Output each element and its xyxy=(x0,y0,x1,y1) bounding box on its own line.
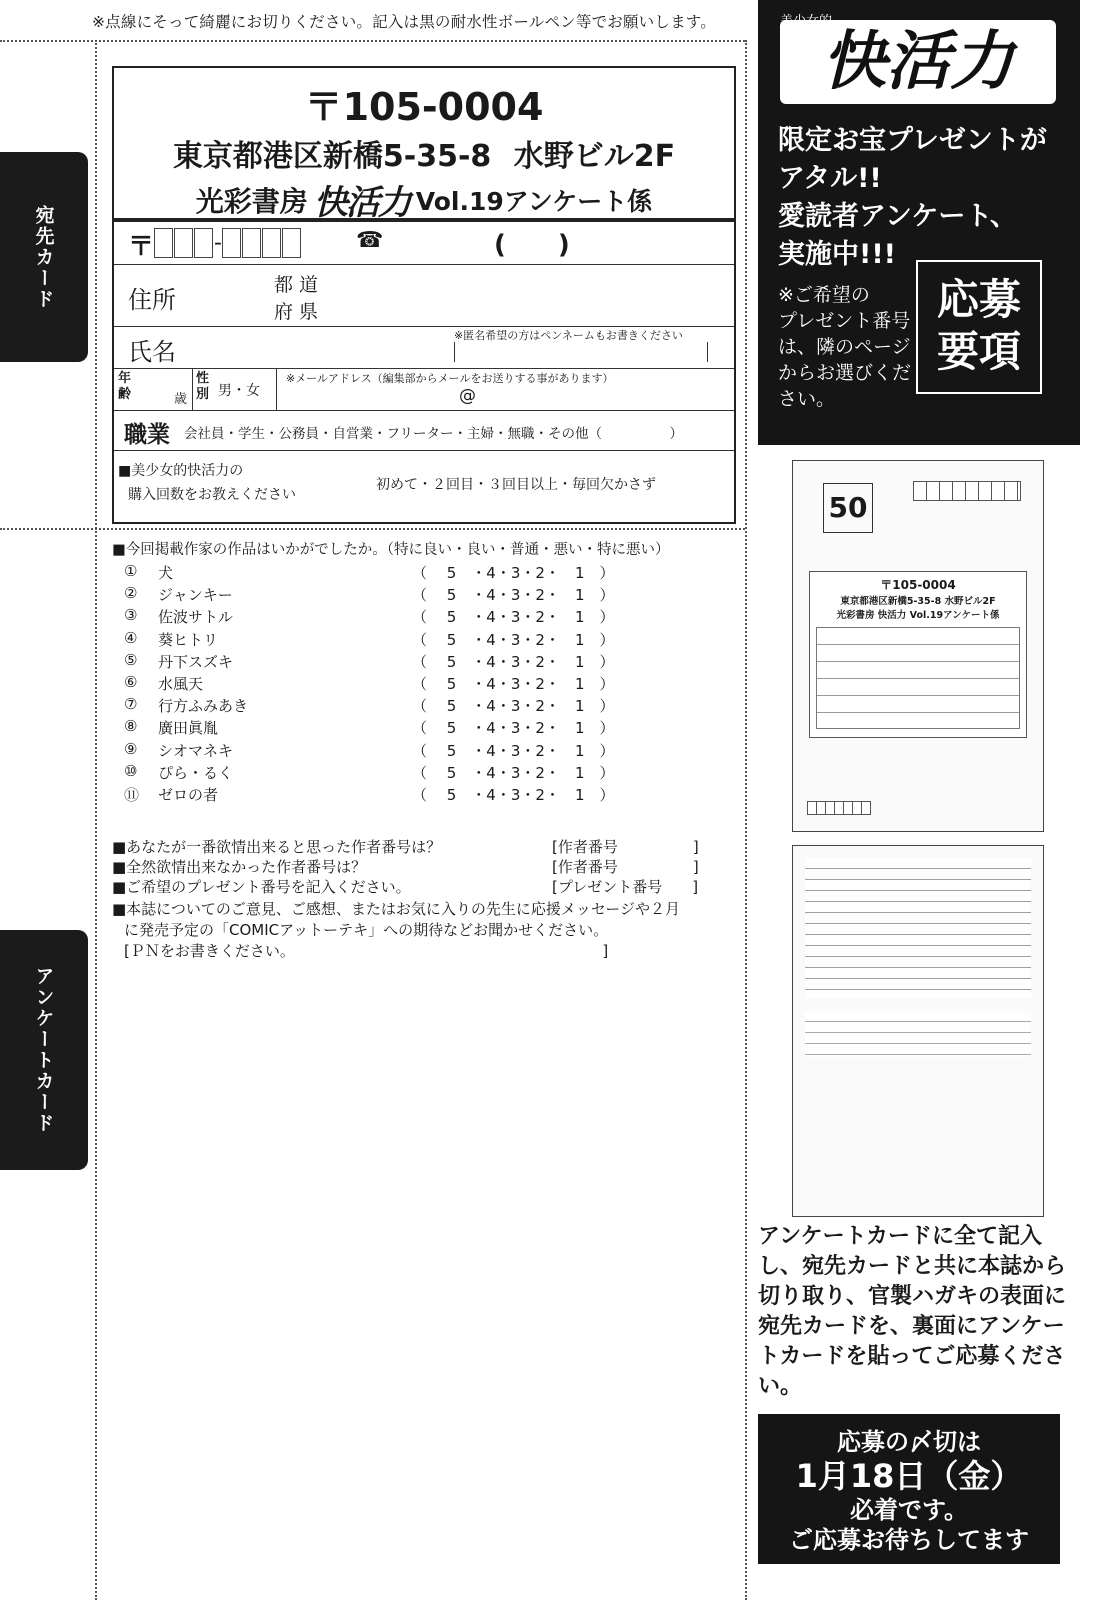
postcard-line-2: 光彩書房 快活力 Vol.19アンケート係 xyxy=(836,610,1000,621)
postcard-zip-boxes xyxy=(913,481,1021,501)
promo-line-4: 実施中!!! xyxy=(778,239,896,270)
prefecture-top: 都 道 xyxy=(274,274,319,296)
email-input[interactable]: @ xyxy=(459,386,476,406)
author-number: ④ xyxy=(124,628,138,647)
author-name: 犬 xyxy=(158,564,174,582)
tab-survey-card: アンケートカード xyxy=(0,930,88,1170)
rating-scale[interactable]: （ 5 ・4・3・2・ 1 ） xyxy=(412,652,615,671)
present-number-input[interactable]: [プレゼント番号 ] xyxy=(552,878,699,896)
author-number: ⑪ xyxy=(124,786,140,804)
author-rating-row xyxy=(112,606,732,628)
postcard-front-thumbnail xyxy=(792,460,1044,832)
author-name: 行方ふみあき xyxy=(158,697,249,716)
address-street: 東京都港区新橋5-35-8 xyxy=(172,139,492,174)
author-name: 佐波サトル xyxy=(158,608,234,627)
magazine-logo: 快活力 xyxy=(313,183,410,223)
postcard-back-thumbnail xyxy=(792,845,1044,1217)
address-label: 住所 xyxy=(128,286,176,314)
promo-line-2: アタル!! xyxy=(778,163,882,194)
author-number: ② xyxy=(124,584,138,603)
phone-icon: ☎ xyxy=(356,228,384,253)
question-comments-2: に発売予定の「COMICアットーテキ」への期待などお聞かせください。 xyxy=(124,921,609,939)
rating-scale[interactable]: （ 5 ・4・3・2・ 1 ） xyxy=(412,564,615,582)
author-rating-row xyxy=(112,673,732,695)
promo-note-1: ※ご希望の xyxy=(778,284,870,306)
author-name: シオマネキ xyxy=(158,741,234,760)
promo-panel xyxy=(758,0,1080,445)
least-author-input[interactable]: [作者番号 ] xyxy=(552,858,699,876)
question-present: ■ご希望のプレゼント番号を記入ください。 xyxy=(112,878,411,896)
sender-form xyxy=(112,220,736,524)
promo-note-2: プレゼント番号 xyxy=(778,310,911,332)
author-rating-row xyxy=(112,784,732,806)
comments-pen-name-input[interactable]: [ＰＮをお書きください。 ] xyxy=(124,942,609,960)
deadline-line-4: ご応募お待ちしてます xyxy=(789,1526,1029,1554)
mailing-address-box xyxy=(112,66,736,223)
sex-label: 性別 xyxy=(196,371,210,402)
address-row[interactable] xyxy=(114,264,734,327)
author-rating-row xyxy=(112,740,732,762)
address-publisher: 光彩書房 xyxy=(195,184,308,218)
postcard-small-zip-boxes xyxy=(807,801,871,815)
name-note: ※匿名希望の方はペンネームもお書きください xyxy=(454,329,683,342)
author-rating-row xyxy=(112,584,732,606)
entry-guidelines-line-1: 応募 xyxy=(936,275,1021,324)
author-name: 葵ヒトリ xyxy=(158,630,219,649)
address-zip: 〒105-0004 xyxy=(304,85,544,129)
cut-line-top xyxy=(0,40,745,42)
author-rating-row xyxy=(112,562,732,584)
author-name: ジャンキー xyxy=(158,586,233,605)
promo-line-3: 愛読者アンケート、 xyxy=(778,201,1017,232)
promo-note-5: さい。 xyxy=(778,388,836,410)
author-rating-row xyxy=(112,762,732,784)
age-sex-email-row xyxy=(114,368,734,411)
author-number: ⑩ xyxy=(124,761,138,780)
sex-options[interactable]: 男・女 xyxy=(218,383,260,399)
promo-logo: 快活力 xyxy=(780,20,1056,104)
author-number: ⑧ xyxy=(124,717,138,736)
prefecture-bottom: 府 県 xyxy=(274,301,319,323)
survey-heading: ■今回掲載作家の作品はいかがでしたか。（特に良い・良い・普通・悪い・特に悪い） xyxy=(112,542,670,558)
promo-note xyxy=(778,282,911,412)
author-number: ① xyxy=(124,562,138,580)
zip-mark: 〒 xyxy=(128,232,155,262)
author-number: ⑦ xyxy=(124,695,138,714)
question-comments-1: ■本誌についてのご意見、ご感想、またはお気に入りの先生に応援メッセージや２月 xyxy=(112,900,680,918)
rating-scale[interactable]: （ 5 ・4・3・2・ 1 ） xyxy=(412,741,615,760)
author-rating-row xyxy=(112,629,732,651)
postage-stamp: 50 xyxy=(823,483,873,533)
question-favorite-author: ■あなたが一番欲情出来ると思った作者番号は？ xyxy=(112,838,442,856)
question-least-author: ■全然欲情出来なかった作者番号は？ xyxy=(112,858,367,876)
address-line-1 xyxy=(114,131,734,175)
purchase-label-1: ■美少女的快活力の xyxy=(118,463,244,479)
rating-scale[interactable]: （ 5 ・4・3・2・ 1 ） xyxy=(412,763,615,782)
rating-scale[interactable]: （ 5 ・4・3・2・ 1 ） xyxy=(412,630,615,649)
postcard-address-card xyxy=(809,571,1027,738)
postcard-line-1: 東京都港区新橋5-35-8 水野ビル2F xyxy=(840,596,996,607)
deadline-line-3: 必着です。 xyxy=(849,1496,969,1524)
author-rating-row xyxy=(112,717,732,739)
author-name: 水風天 xyxy=(158,675,204,693)
rating-scale[interactable]: （ 5 ・4・3・2・ 1 ） xyxy=(412,608,615,627)
purchase-options[interactable]: 初めて・２回目・３回目以上・毎回欠かさず xyxy=(376,477,656,493)
promo-note-4: からお選びくだ xyxy=(778,362,912,384)
job-row xyxy=(114,410,734,451)
zip-separator: - xyxy=(214,230,222,256)
zip-input[interactable] xyxy=(154,228,302,258)
pen-name-input[interactable] xyxy=(454,342,708,362)
promo-note-3: は、隣のページ xyxy=(778,336,911,358)
deadline-box xyxy=(758,1414,1060,1564)
application-instructions: アンケートカードに全て記入し、宛先カードと共に本誌から切り取り、官製ハガキの表面に宛先カードを、裏面にアンケートカードを貼ってご応募ください。 xyxy=(758,1224,1067,1399)
author-name: 廣田眞胤 xyxy=(158,719,219,738)
author-name: ぴら・るく xyxy=(158,763,234,782)
author-name: 丹下スズキ xyxy=(158,652,234,671)
tab-address-card: 宛先カード xyxy=(0,152,88,362)
author-number: ⑨ xyxy=(124,739,138,758)
address-building: 水野ビル2F xyxy=(513,139,676,174)
author-rating-row xyxy=(112,695,732,717)
author-rating-row xyxy=(112,651,732,673)
author-name: ゼロの者 xyxy=(158,786,219,804)
age-unit: 歳 xyxy=(174,392,188,407)
entry-guidelines-box xyxy=(916,260,1042,394)
phone-input[interactable]: ( ) xyxy=(494,230,570,260)
email-note: ※メールアドレス（編集部からメールをお送りする事があります） xyxy=(286,372,614,385)
author-number: ⑤ xyxy=(124,650,138,669)
cut-instruction-note: ※点線にそって綺麗にお切りください。記入は黒の耐水性ボールペン等でお願いします。 xyxy=(92,13,716,31)
promo-headline xyxy=(778,122,1047,274)
job-label: 職業 xyxy=(124,422,170,448)
purchase-label-2: 購入回数をお教えください xyxy=(128,487,296,503)
rating-scale[interactable]: （ 5 ・4・3・2・ 1 ） xyxy=(412,786,615,804)
cut-line-middle xyxy=(0,528,745,530)
rating-scale[interactable]: （ 5 ・4・3・2・ 1 ） xyxy=(412,719,615,738)
address-line-3 xyxy=(114,175,734,224)
postcard-zip: 〒105-0004 xyxy=(880,578,956,592)
cut-line-right xyxy=(745,40,747,1600)
zip-phone-row xyxy=(114,222,734,265)
entry-guidelines-line-2: 要項 xyxy=(936,327,1021,376)
deadline-line-1: 応募の〆切は xyxy=(837,1428,981,1456)
rating-scale[interactable]: （ 5 ・4・3・2・ 1 ） xyxy=(412,586,615,605)
name-label: 氏名 xyxy=(128,338,176,366)
purchase-row xyxy=(114,450,734,520)
rating-scale[interactable]: （ 5 ・4・3・2・ 1 ） xyxy=(412,675,615,693)
promo-line-1: 限定お宝プレゼントが xyxy=(778,125,1047,156)
postcard-back-survey-lines xyxy=(805,858,1031,998)
age-label: 年齢 xyxy=(118,371,132,402)
author-number: ⑥ xyxy=(124,673,138,691)
cut-line-left xyxy=(95,40,97,1600)
name-row[interactable] xyxy=(114,326,734,369)
job-options[interactable]: 会社員・学生・公務員・自営業・フリーター・主婦・無職・その他（ ） xyxy=(184,426,683,442)
deadline-date: 1月18日（金） xyxy=(795,1457,1023,1495)
favorite-author-input[interactable]: [作者番号 ] xyxy=(552,838,699,856)
rating-scale[interactable]: （ 5 ・4・3・2・ 1 ） xyxy=(412,697,615,716)
author-number: ③ xyxy=(124,606,138,625)
postcard-back-question-lines xyxy=(805,1011,1031,1057)
address-department: Vol.19アンケート係 xyxy=(415,186,653,216)
